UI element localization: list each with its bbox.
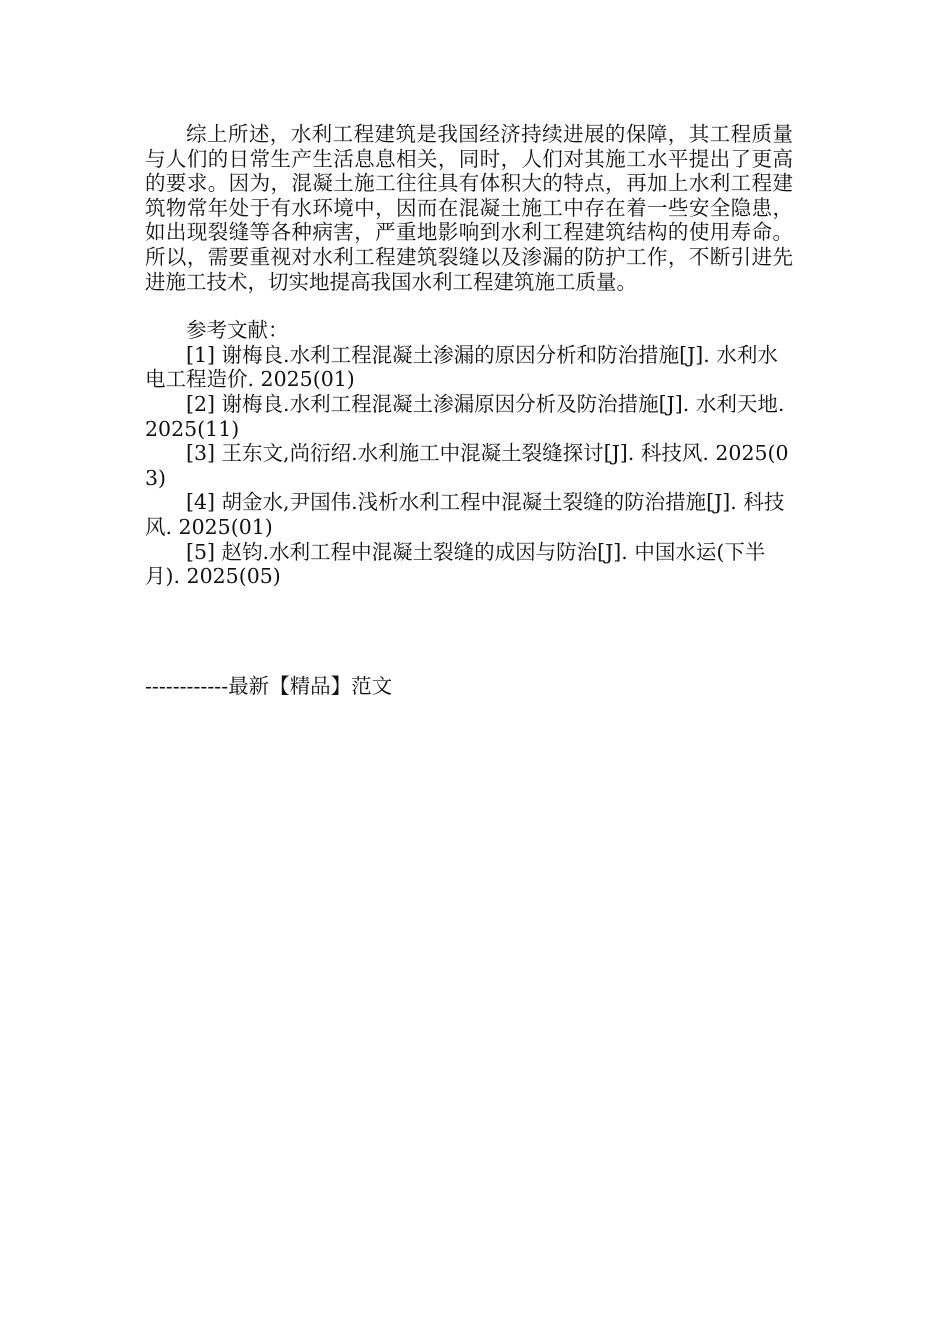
reference-item: [5] 赵钧.水利工程中混凝土裂缝的成因与防治[J]. 中国水运(下半月). 2025(05) xyxy=(145,539,766,589)
conclusion-paragraph: 综上所述，水利工程建筑是我国经济持续进展的保障，其工程质量与人们的日常生产生活息息相关，同时，人们对其施工水平提出了更高的要求。因为，混凝土施工往往具有体积大的特点，再加上水利工程建筑物常年处于有水环境中，因而在混凝土施工中存在着一些安全隐患，如出现裂缝等各种病害，严重地影响到水利工程建筑结构的使用寿命。所以，需要重视对水利工程建筑裂缝以及渗漏的防护工作，不断引进先进施工技术，切实地提高我国水利工程建筑施工质量。 xyxy=(145,122,793,294)
reference-item: [3] 王东文,尚衍绍.水利施工中混凝土裂缝探讨[J]. 科技风. 2025(03) xyxy=(145,441,789,490)
reference-item: [2] 谢梅良.水利工程混凝土渗漏原因分析及防治措施[J]. 水利天地. 2025(11) xyxy=(145,391,785,441)
reference-item: [4] 胡金水,尹国伟.浅析水利工程中混凝土裂缝的防治措施[J]. 科技风. 2025(01) xyxy=(145,490,785,539)
document-body xyxy=(145,122,793,589)
references-heading: 参考文献： xyxy=(186,318,289,343)
reference-item: [1] 谢梅良.水利工程混凝土渗漏的原因分析和防治措施[J]. 水利水电工程造价. 2025(01) xyxy=(145,342,778,392)
footer-text: ------------最新【精品】范文 xyxy=(145,674,393,698)
references-section xyxy=(145,318,793,589)
